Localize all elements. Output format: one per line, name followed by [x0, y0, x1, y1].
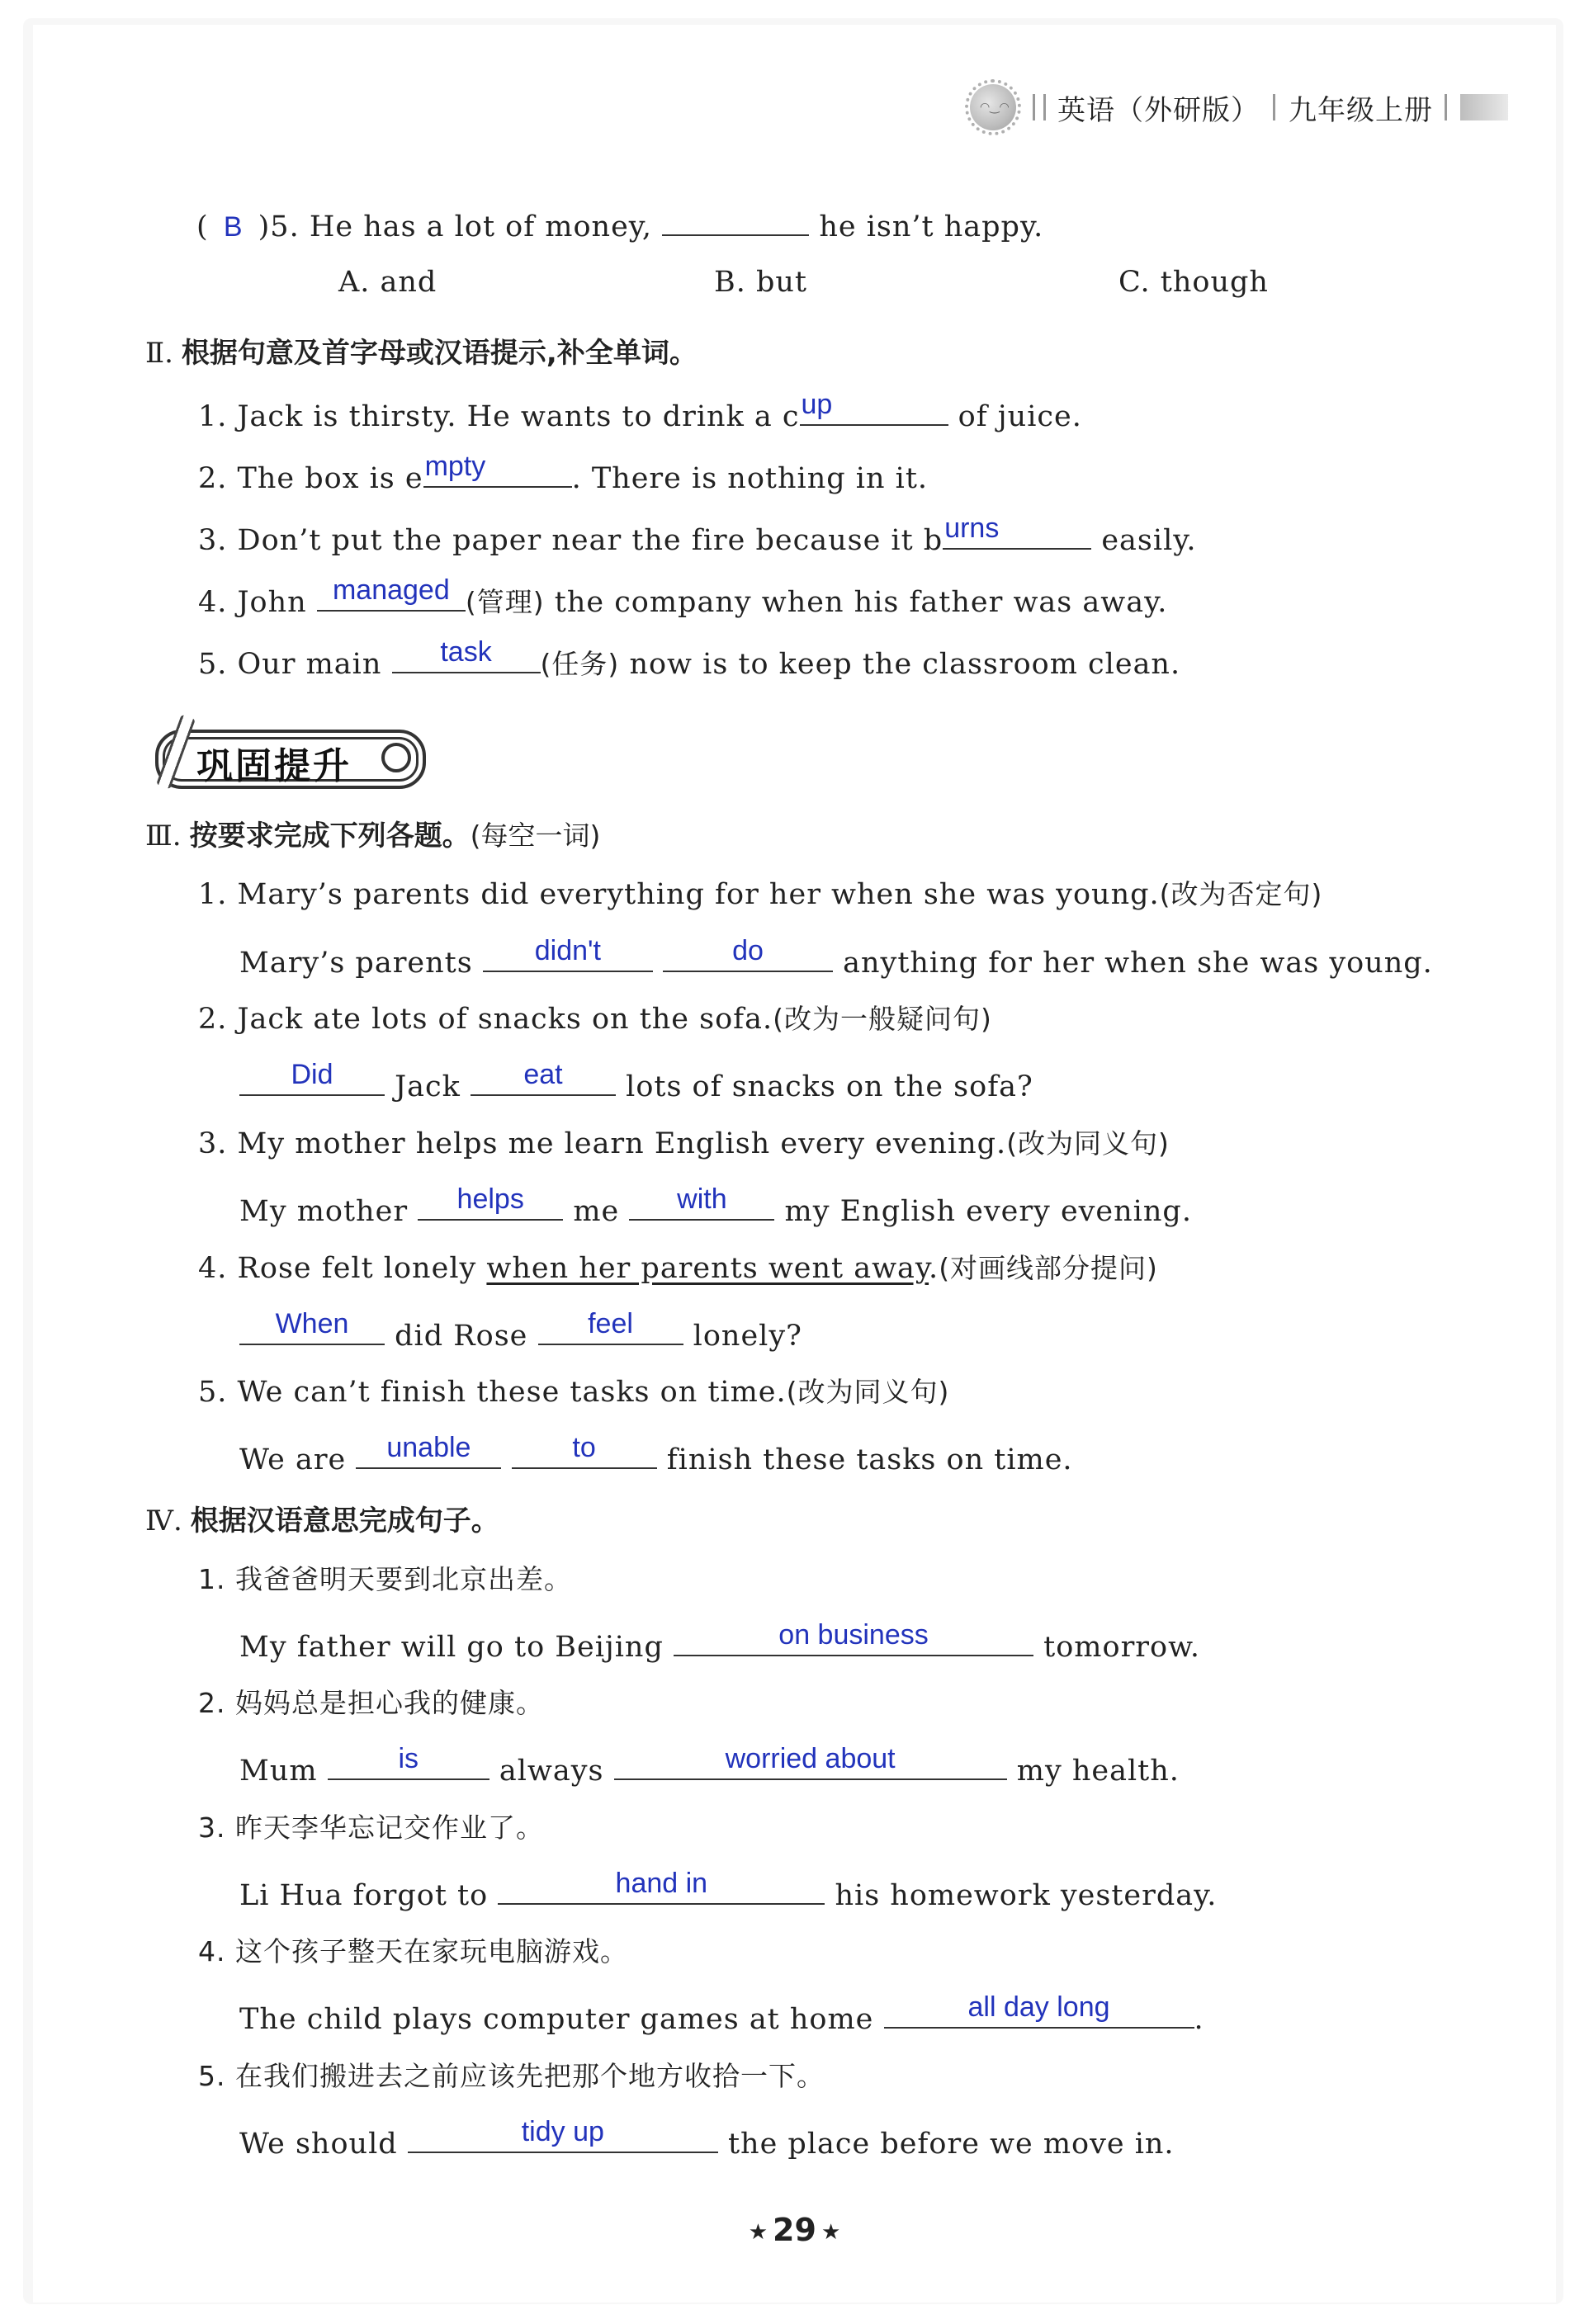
header-subject: 英语（外研版）	[1057, 93, 1260, 127]
s3-q2: 2. Jack ate lots of snacks on the sofa.(改为一般疑问句)	[198, 1003, 992, 1036]
consolidation-banner	[139, 723, 428, 789]
s4-en-2: Mum is always worried about my health.	[239, 1743, 1180, 1788]
s3-q1: 1. Mary’s parents did everything for her when she was young.(改为否定句)	[198, 878, 1323, 911]
s4-en-3: Li Hua forgot to hand in his homework yesterday.	[239, 1868, 1218, 1912]
s3-a2: Did Jack eat lots of snacks on the sofa?	[239, 1063, 1033, 1105]
divider-bars	[1033, 94, 1046, 120]
q5-answer: B	[223, 211, 244, 243]
q5-blank[interactable]	[662, 203, 809, 236]
s4-cn-1: 1. 我爸爸明天要到北京出差。	[198, 1563, 572, 1595]
s3-a2-answer-1: Did	[291, 1059, 333, 1090]
star-icon: ★	[821, 2219, 841, 2245]
ring-icon	[381, 743, 411, 772]
s3-a4-answer-1: When	[275, 1308, 349, 1339]
s4-en-5: We should tidy up the place before we move in.	[239, 2116, 1175, 2161]
s4-en-1: My father will go to Beijing on business tomorrow.	[239, 1619, 1201, 1664]
q5-option-c: C. though	[1118, 266, 1269, 299]
s3-a5-answer-1: unable	[386, 1432, 471, 1463]
s4-answer-4: all day long	[967, 1991, 1110, 2023]
q5-option-b: B. but	[714, 266, 807, 299]
header-separator	[1273, 94, 1275, 120]
s3-a1-answer-2: do	[732, 935, 764, 966]
q5-option-a: A. and	[338, 266, 437, 299]
s2-answer-5: task	[440, 636, 492, 668]
s3-q3: 3. My mother helps me learn English every evening.(改为同义句)	[198, 1127, 1170, 1160]
s3-a2-answer-2: eat	[523, 1059, 563, 1090]
s2-item-4: 4. John managed (管理) the company when his father was away.	[198, 574, 1168, 619]
s3-a5: We are unable to finish these tasks on time.	[239, 1432, 1073, 1476]
sun-logo-icon: ◠‿◠	[970, 84, 1016, 130]
s3-a3: My mother helps me with my English every evening.	[239, 1183, 1192, 1228]
s2-item-5: 5. Our main task (任务) now is to keep the classroom clean.	[198, 636, 1181, 681]
star-icon: ★	[748, 2219, 768, 2245]
s3-a3-answer-1: helps	[456, 1183, 524, 1215]
s3-a4-answer-2: feel	[588, 1308, 633, 1339]
s4-answer-1: on business	[778, 1619, 929, 1651]
s3-a1-answer-1: didn't	[534, 935, 601, 966]
question-5: ( B )5. He has a lot of money, he isn’t happy.	[196, 203, 1043, 245]
s4-answer-3: hand in	[615, 1868, 708, 1899]
s3-a3-answer-2: with	[677, 1183, 727, 1215]
s2-answer-2: mpty	[424, 451, 486, 482]
s2-item-2: 2. The box is e mpty . There is nothing in it.	[198, 451, 929, 495]
s4-answer-2a: is	[398, 1743, 419, 1774]
s4-answer-5: tidy up	[521, 2116, 604, 2147]
s3-a1: Mary’s parents didn't do anything for her when she was young.	[239, 935, 1433, 980]
section-2-heading: Ⅱ. 根据句意及首字母或汉语提示,补全单词。	[145, 337, 698, 370]
s2-item-1: 1. Jack is thirsty. He wants to drink a c up of juice.	[198, 389, 1082, 433]
section-3-heading: Ⅲ. 按要求完成下列各题。(每空一词)	[145, 820, 601, 853]
page-header	[970, 83, 1508, 132]
s2-answer-3: urns	[944, 513, 1000, 544]
s2-item-3: 3. Don’t put the paper near the fire because it b urns easily.	[198, 513, 1197, 557]
s3-a5-answer-2: to	[572, 1432, 596, 1463]
s2-answer-1: up	[801, 389, 833, 420]
page-number: ★ 29 ★	[748, 2212, 841, 2248]
s4-cn-3: 3. 昨天李华忘记交作业了。	[198, 1811, 544, 1844]
s4-cn-4: 4. 这个孩子整天在家玩电脑游戏。	[198, 1935, 628, 1967]
header-end-bar	[1445, 94, 1459, 120]
s4-cn-5: 5. 在我们搬进去之前应该先把那个地方收拾一下。	[198, 2060, 825, 2092]
s4-answer-2b: worried about	[725, 1743, 896, 1774]
s3-q4: 4. Rose felt lonely when her parents went away.(对画线部分提问)	[198, 1252, 1158, 1285]
s3-q4-underlined: when her parents went away	[486, 1252, 929, 1285]
header-gradient-bar	[1460, 94, 1508, 120]
s4-cn-2: 2. 妈妈总是担心我的健康。	[198, 1687, 544, 1719]
s2-answer-4: managed	[332, 574, 450, 606]
s3-a4: When did Rose feel lonely?	[239, 1312, 802, 1354]
banner-title: 巩固提升	[196, 745, 352, 787]
header-grade: 九年级上册	[1289, 93, 1433, 127]
s4-en-4: The child plays computer games at home all day long .	[239, 1991, 1204, 2036]
section-4-heading: Ⅳ. 根据汉语意思完成句子。	[145, 1504, 499, 1538]
s3-q5: 5. We can’t finish these tasks on time.(改为同义句)	[198, 1376, 950, 1409]
